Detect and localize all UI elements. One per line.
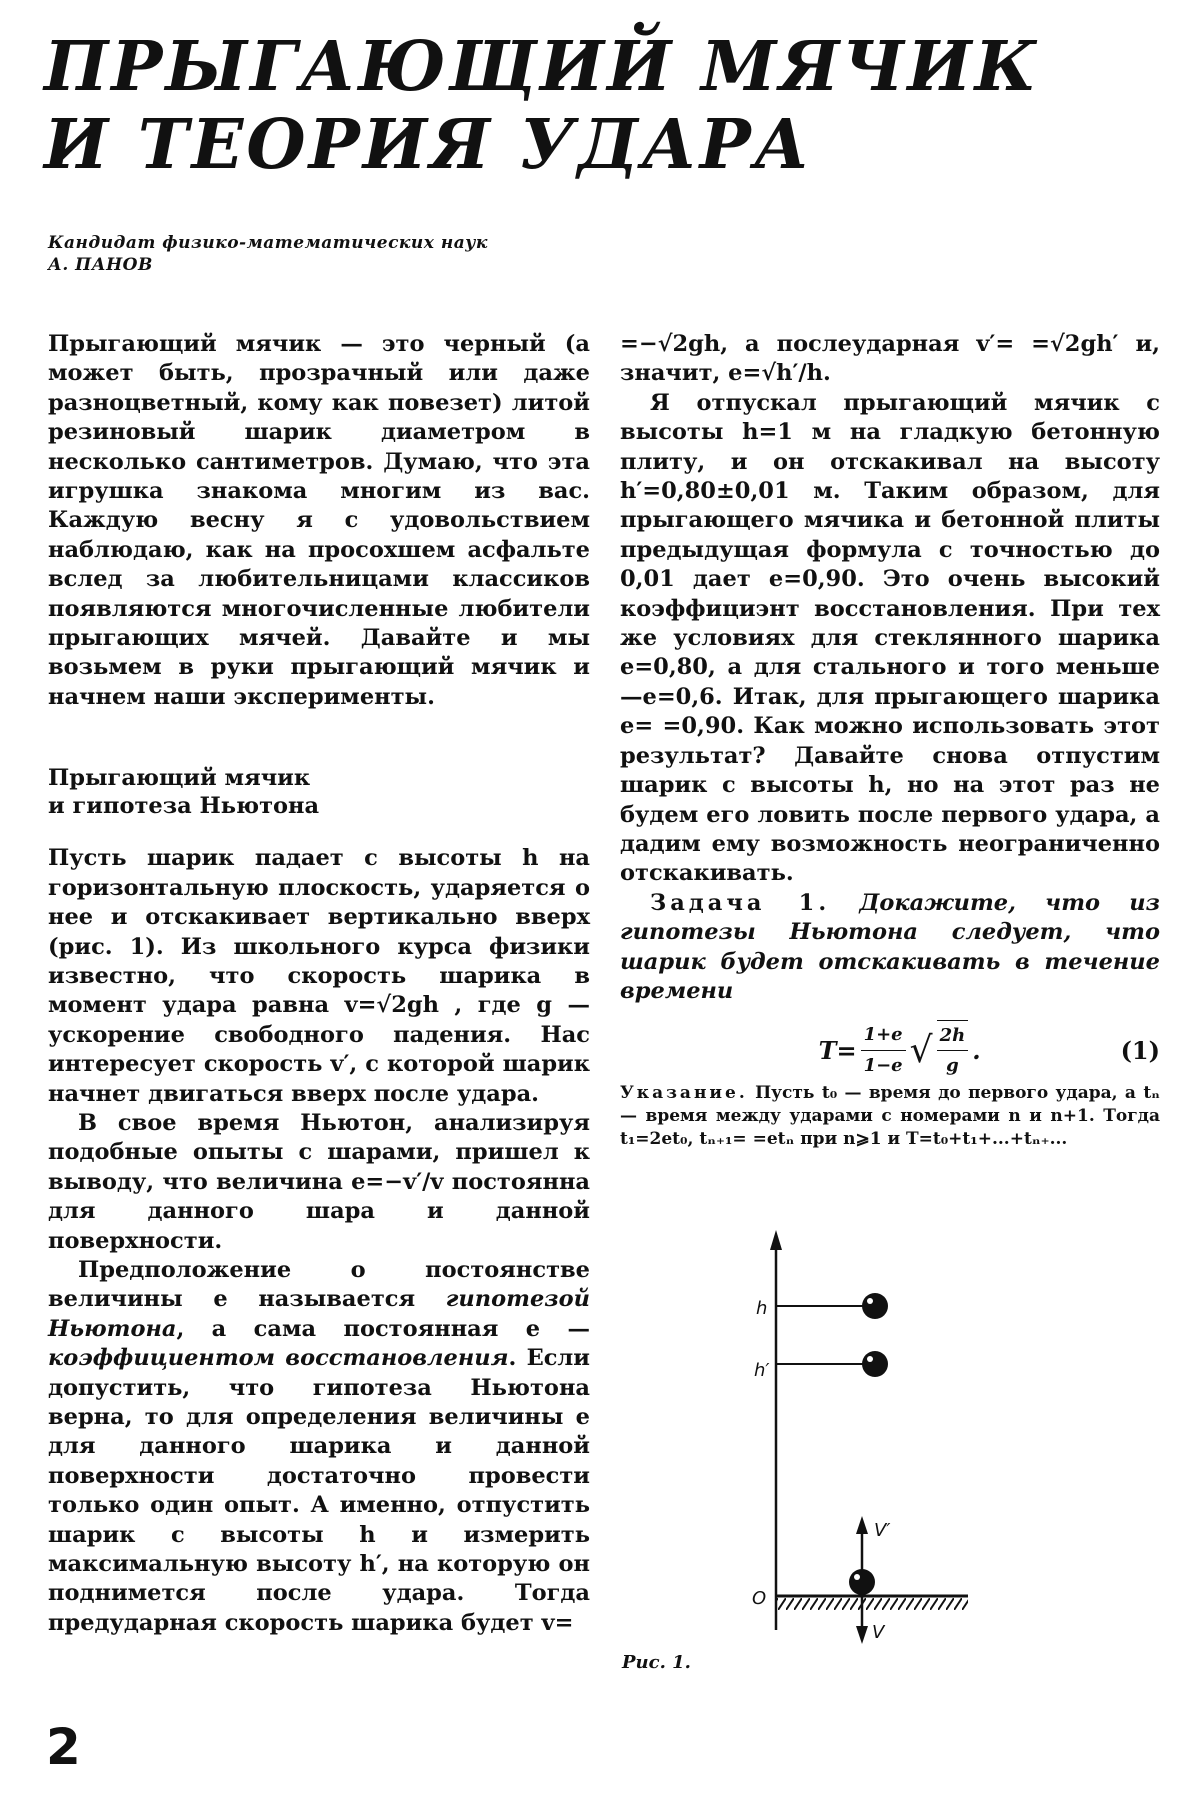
hint-text: Пусть t₀ — время до первого удара, а tₙ — время между ударами с номерами n и n+1. Тогда t₁=2et₀, tₙ₊₁= =etₙ при n⩾1 и T=t₀+t₁+...+tₙ₊... (620, 1083, 1160, 1150)
formula-lhs: T= (818, 1035, 857, 1065)
term-restitution-coefficient: коэффициентом восстановления (48, 1345, 509, 1372)
ball-middle-highlight (867, 1356, 873, 1362)
velocity-down-arrowhead (856, 1626, 868, 1644)
section-heading-line-1: Прыгающий мячик (48, 765, 311, 792)
title-line-1: ПРЫГАЮЩИЙ МЯЧИК (44, 27, 1040, 107)
axis-arrow (770, 1230, 782, 1250)
formula-fraction (861, 1020, 906, 1080)
task-1-text: Докажите, что из гипотезы Ньютона следует, что шарик будет отскакивать в течение времени (620, 889, 1160, 1004)
velocity-up-arrowhead (856, 1516, 868, 1534)
author-name: А. ПАНОВ (48, 255, 153, 275)
label-h-prime: h′ (754, 1360, 770, 1381)
right-column (620, 330, 1160, 1151)
equation-number: (1) (1120, 1035, 1160, 1065)
ball-top-highlight (867, 1298, 873, 1304)
ball-bottom (849, 1569, 875, 1595)
label-v-prime: V′ (874, 1520, 891, 1541)
formula-numerator: 1+e (861, 1020, 906, 1050)
figure-1-drawing (738, 1226, 1008, 1656)
formula-root-denominator: g (946, 1055, 959, 1077)
hint-paragraph (620, 1082, 1160, 1151)
term-newton-hypothesis: гипотезой Ньютона (48, 1286, 590, 1342)
author-degree: Кандидат физико-математических наук (48, 233, 488, 253)
figure-1 (738, 1226, 1008, 1656)
ball-top (862, 1293, 888, 1319)
task-1-label: Задача 1. (650, 889, 831, 916)
paragraph-2: В свое время Ньютон, анализируя подобные опыты с шарами, пришел к выводу, что величина e=−v′/v постоянна для данного шара и данной поверхности. (48, 1109, 590, 1254)
ball-middle (862, 1351, 888, 1377)
formula-period: . (972, 1035, 981, 1065)
figure-caption: Рис. 1. (622, 1652, 691, 1673)
page-number: 2 (46, 1718, 81, 1776)
task-1 (620, 889, 1160, 1007)
continuation-paragraph: =−√2gh, а послеударная v′= =√2gh′ и, значит, e=√h′/h. (620, 331, 1160, 387)
formula-root-fraction (937, 1020, 969, 1081)
paragraph-3-part-c: , а сама постоянная e — (176, 1315, 590, 1342)
section-heading (48, 764, 590, 820)
formula-denominator: 1−e (863, 1054, 903, 1076)
paragraph-1: Пусть шарик падает с высоты h на горизонтальную плоскость, ударяется о нее и отскакивает вертикально вверх (рис. 1). Из школьного курса физики известно, что скорость шарика в момент удара равна v=√2gh , где g — ускорение свободного падения. Нас интересует скорость v′, с которой шарик начнет двигаться вверх после удара. (48, 845, 590, 1107)
section-heading-line-2: и гипотеза Ньютона (48, 793, 320, 820)
formula-expression (819, 1020, 981, 1081)
paragraph-3-part-a: Предположение о постоянстве величины e называется (48, 1256, 590, 1313)
byline (48, 232, 488, 276)
paragraph-4: Я отпускал прыгающий мячик с высоты h=1 м на гладкую бетонную плиту, и он отскакивал на высоту h′=0,80±0,01 м. Таким образом, для прыгающего мячика и бетонной плиты предыдущая формула с точностью до 0,01 дает e=0,90. Это очень высокий коэффициэнт восстановления. При тех же условиях для стеклянного шарика e=0,80, а для стального и того меньше —e=0,6. Итак, для прыгающего шарика e= =0,90. Как можно использовать этот результат? Давайте снова отпустим шарик с высоты h, но на этот раз не будем его ловить после первого удара, а дадим ему возможность неограниченно отскакивать. (620, 389, 1160, 887)
ground-hatch (776, 1598, 968, 1610)
formula-root-sign: √ (909, 1029, 933, 1071)
ball-bottom-highlight (854, 1574, 860, 1580)
label-origin: O (752, 1588, 767, 1609)
intro-paragraph: Прыгающий мячик — это черный (а может быть, прозрачный или даже разноцветный, кому как повезет) литой резиновый шарик диаметром в несколько сантиметров. Думаю, что эта игрушка знакома многим из вас. Каждую весну я с удовольствием наблюдаю, как на просохшем асфальте вслед за любительницами классиков появляются многочисленные любители прыгающих мячей. Давайте и мы возьмем в руки прыгающий мячик и начнем наши эксперименты. (48, 331, 590, 710)
article-title (44, 28, 1039, 184)
formula-1 (620, 1018, 1160, 1082)
hint-label: Указание. (620, 1083, 748, 1104)
title-line-2: И ТЕОРИЯ УДАРА (44, 105, 813, 185)
label-h: h (756, 1298, 768, 1319)
left-column (48, 330, 590, 1638)
label-v: V (872, 1622, 885, 1643)
formula-root-numerator: 2h (937, 1021, 969, 1051)
paragraph-3-part-e: . Если допустить, что гипотеза Ньютона верна, то для определения величины e для данного шарика и данной поверхности достаточно провести только один опыт. А именно, отпустить шарик с высоты h и измерить максимальную высоту h′, на которую он поднимется после удара. Тогда предударная скорость шарика будет v= (48, 1345, 590, 1636)
paragraph-3 (48, 1256, 590, 1638)
